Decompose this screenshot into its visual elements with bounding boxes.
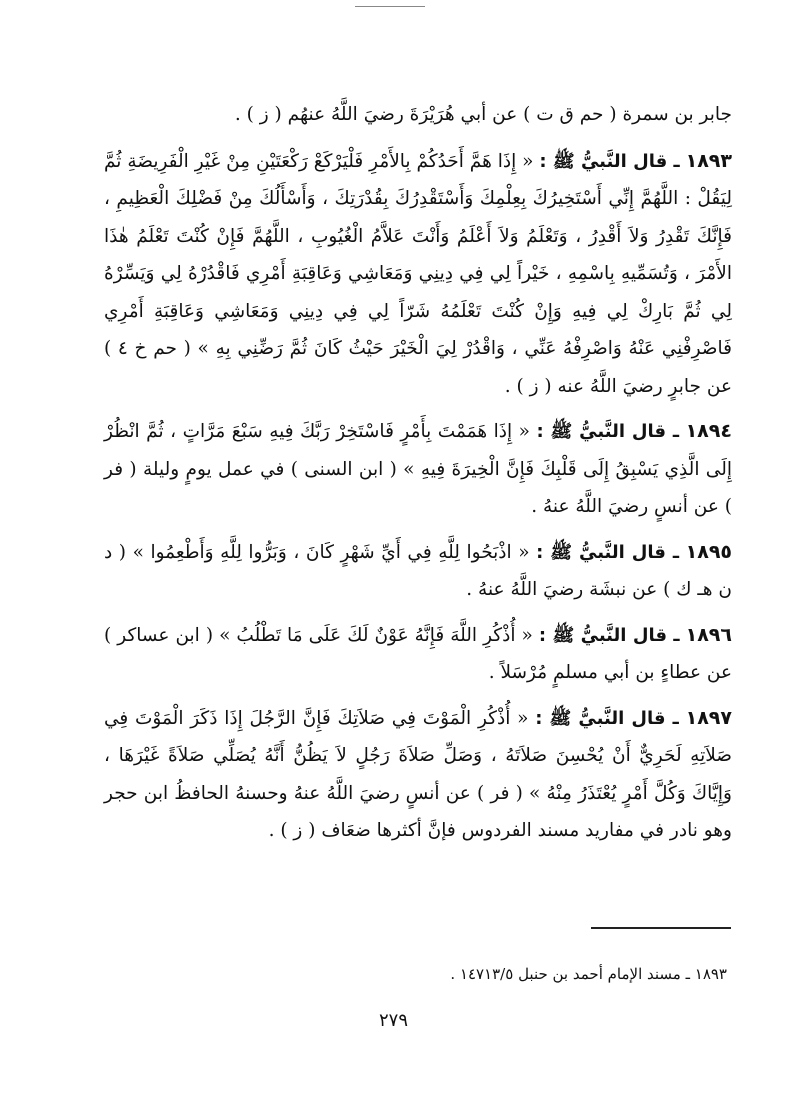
hadith-number: ١٨٩٤ [685, 420, 732, 442]
hadith-text: « أُذْكُرِ اللَّهَ فَإِنَّهُ عَوْنٌ لَكَ عَلَى مَا تَطْلُبُ » ( ابن عساكر ) عن عطاءٍ بن أبي مسلمٍ مُرْسَلاً . [104, 624, 732, 683]
hadith-intro: ـ قال النَّبيُّ ﷺ : [538, 624, 680, 646]
hadith-text: « إِذَا هَمَمْتَ بِأَمْرٍ فَاسْتَخِرْ رَبَّكَ فِيهِ سَبْعَ مَرَّاتٍ ، ثُمَّ انْظُرْ إِلَى الَّذِي يَسْبِقُ إِلَى قَلْبِكَ فَإِنَّ الْخِيرَةَ فِيهِ » ( ابن السنى ) في عمل يومٍ وليلة ( فر ) عن أنسٍ رضيَ اللَّهُ عنهُ . [104, 421, 732, 517]
hadith-number: ١٨٩٣ [685, 149, 732, 172]
body-text [104, 96, 732, 858]
footnote: ١٨٩٣ ـ مسند الإمام أحمد بن حنبل ١٤٧١٣/٥ . [450, 965, 727, 983]
hadith-number: ١٨٩٦ [685, 623, 732, 646]
hadith-1896 [104, 617, 732, 692]
page-number: ٢٧٩ [378, 1010, 408, 1031]
hadith-intro: ـ قال النَّبيُّ ﷺ : [536, 421, 680, 442]
hadith-1894 [104, 413, 732, 526]
hadith-1895 [104, 534, 732, 609]
hadith-number: ١٨٩٧ [685, 706, 732, 729]
hadith-text: « أُذْكُرِ الْمَوْتَ فِي صَلاَتِكَ فَإِنَّ الرَّجُلَ إِذَا ذَكَرَ الْمَوْتَ فِي صَلاَتِهِ لَحَرِيٌّ أَنْ يُحْسِنَ صَلاَتَهُ ، وَصَلِّ صَلاَةَ رَجُلٍ لاَ يَظُنُّ أَنَّهُ يُصَلِّي صَلاَةً غَيْرَهَا ، وَإِيَّاكَ وَكُلَّ أَمْرٍ يُعْتَذَرُ مِنْهُ » ( فر ) عن أنسٍ رضيَ اللَّهُ عنهُ وحسنهُ الحافظُ ابن حجر وهو نادر في مفاريد مسند الفردوس فإنَّ أكثرها ضعَاف ( ز ) . [104, 707, 732, 841]
paragraph-text: جابر بن سمرة ( حم ق ت ) عن أبي هُرَيْرَةَ رضيَ اللَّهُ عنهُم ( ز ) . [234, 104, 732, 125]
footnote-separator [591, 927, 731, 929]
hadith-intro: ـ قال النَّبيُّ ﷺ : [539, 150, 680, 172]
hadith-number: ١٨٩٥ [685, 540, 733, 563]
top-rule [355, 6, 425, 7]
hadith-intro: ـ قال النَّبيُّ ﷺ : [536, 541, 680, 563]
hadith-text: « إِذَا هَمَّ أَحَدُكُمْ بِالأَمْرِ فَلْيَرْكَعْ رَكْعَتَيْنِ مِنْ غَيْرِ الْفَرِيضَةِ ثُمَّ لِيَقُلْ : اللَّهُمَّ إِنِّي أَسْتَخِيرُكَ بِعِلْمِكَ وَأَسْتَقْدِرُكَ بِقُدْرَتِكَ ، وَأَسْأَلُكَ مِنْ فَضْلِكَ الْعَظِيمِ ، فَإِنَّكَ تَقْدِرُ وَلاَ أَقْدِرُ ، وَتَعْلَمُ وَلاَ أَعْلَمُ وَأَنْتَ عَلاَّمُ الْغُيُوبِ ، اللَّهُمَّ فَإِنْ كُنْتَ تَعْلَمُ هٰذَا الأَمْرَ ، وَتُسَمِّيهِ بِاسْمِهِ ، خَيْراً لِي فِي دِينِي وَمَعَاشِي وَعَاقِبَةِ أَمْرِي فَاقْدُرْهُ لِي وَيَسِّرْهُ لِي ثُمَّ بَارِكْ لِي فِيهِ وَإِنْ كُنْتَ تَعْلَمُهُ شَرّاً لِي فِي دِينِي وَمَعَاشِي وَعَاقِبَةِ أَمْرِي فَاصْرِفْنِي عَنْهُ وَاصْرِفْهُ عَنِّي ، وَاقْدُرْ لِيَ الْخَيْرَ حَيْثُ كَانَ ثُمَّ رَضِّنِي بِهِ » ( حم خ ٤ ) عن جابرٍ رضيَ اللَّهُ عنه ( ز ) . [104, 150, 732, 397]
paragraph-continuation [104, 96, 732, 134]
hadith-1893 [104, 143, 732, 406]
hadith-text: « اذْبَحُوا لِلَّهِ فِي أَيِّ شَهْرٍ كَانَ ، وَبَرُّوا لِلَّهِ وَأَطْعِمُوا » ( د ن هـ ك ) عن نبشَة رضيَ اللَّهُ عنهُ . [104, 541, 732, 600]
hadith-1897 [104, 700, 732, 850]
hadith-intro: ـ قال النَّبيُّ ﷺ : [535, 707, 679, 729]
